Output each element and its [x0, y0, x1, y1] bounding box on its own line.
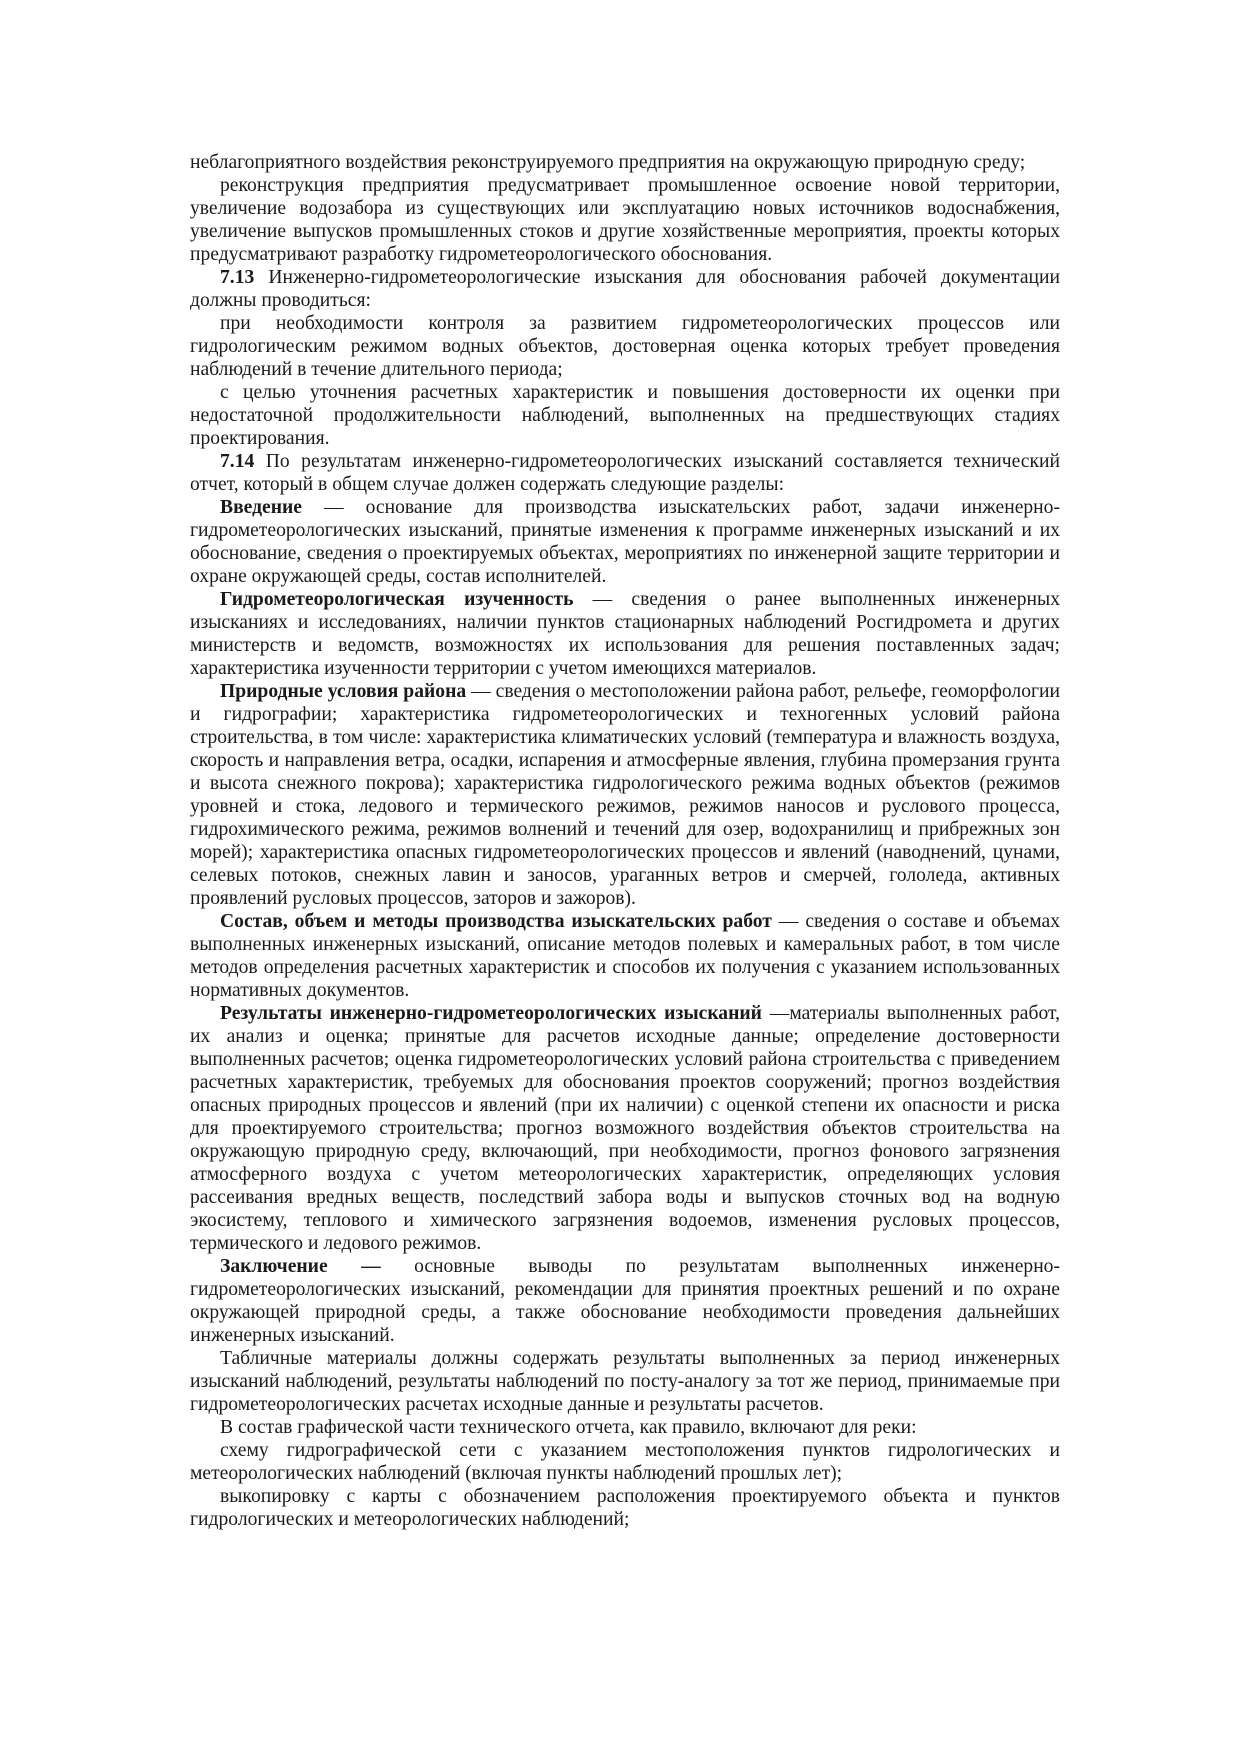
section-heading: Заключение —	[220, 1256, 381, 1277]
clause-7-13	[190, 266, 1060, 312]
paragraph	[190, 1485, 1060, 1531]
section-heading: Состав, объем и методы производства изыскательских работ	[220, 911, 772, 932]
section-conclusion	[190, 1255, 1060, 1347]
paragraph	[190, 312, 1060, 381]
paragraph-text: — основание для производства изыскательских работ, задачи инженерно-гидрометеорологических изысканий, принятые изменения к программе инженерных изысканий и их обоснование, сведения о проектируемых объектах, мероприятиях по инженерной защите территории и охране окружающей среды, состав исполнителей.	[190, 497, 1060, 587]
paragraph-text: — сведения о составе и объемах выполненных инженерных изысканий, описание методов полевых и камеральных работ, в том числе методов определения расчетных характеристик и способов их получения с указанием использованных нормативных документов.	[190, 911, 1060, 1001]
paragraph-text: с целью уточнения расчетных характеристик и повышения достоверности их оценки при недостаточной продолжительности наблюдений, выполненных на предшествующих стадиях проектирования.	[190, 382, 1060, 449]
section-heading: Введение	[220, 497, 302, 518]
section-study-level	[190, 588, 1060, 680]
paragraph-text: схему гидрографической сети с указанием местоположения пунктов гидрологических и метеорологических наблюдений (включая пункты наблюдений прошлых лет);	[190, 1440, 1060, 1484]
section-results	[190, 1002, 1060, 1255]
clause-number: 7.13	[220, 267, 255, 288]
paragraph-text: Табличные материалы должны содержать результаты выполненных за период инженерных изысканий наблюдений, результаты наблюдений по посту-аналогу за тот же период, принимаемые при гидрометеорологических расчетах исходные данные и результаты расчетов.	[190, 1348, 1060, 1415]
paragraph	[190, 1347, 1060, 1416]
section-methods	[190, 910, 1060, 1002]
paragraph	[190, 1416, 1060, 1439]
paragraph-text: —материалы выполненных работ, их анализ и оценка; принятые для расчетов исходные данные; определение достоверности выполненных расчетов; оценка гидрометеорологических условий района строительства с приведением расчетных характеристик, требуемых для обоснования проектов сооружений; прогноз воздействия опасных природных процессов и явлений (при их наличии) с оценкой степени их опасности и риска для проектируемого строительства; прогноз возможного воздействия объектов строительства на окружающую природную среду, включающий, при необходимости, прогноз фонового загрязнения атмосферного воздуха с учетом метеорологических характеристик, определяющих условия рассеивания вредных веществ, последствий забора воды и выпусков сточных вод на водную экосистему, теплового и химического загрязнения водоемов, изменения русловых процессов, термического и ледового режимов.	[190, 1003, 1060, 1254]
section-heading: Результаты инженерно-гидрометеорологических изысканий	[220, 1003, 762, 1024]
section-heading: Природные условия района	[220, 681, 467, 702]
paragraph-text: основные выводы по результатам выполненных инженерно-гидрометеорологических изысканий, рекомендации для принятия проектных решений и по охране окружающей природной среды, а также обоснование необходимости проведения дальнейших инженерных изысканий.	[190, 1256, 1061, 1346]
paragraph	[190, 381, 1060, 450]
paragraph-text: По результатам инженерно-гидрометеорологических изысканий составляется технический отчет, который в общем случае должен содержать следующие разделы:	[190, 451, 1060, 495]
paragraph-text: — сведения о местоположении района работ, рельефе, геоморфологии и гидрографии; характеристика гидрометеорологических и техногенных условий района строительства, в том числе: характеристика климатических условий (температура и влажность воздуха, скорость и направления ветра, осадки, испарения и атмосферные явления, глубина промерзания грунта и высота снежного покрова); характеристика гидрологического режима водных объектов (режимов уровней и стока, ледового и термического режимов, режимов наносов и руслового процесса, гидрохимического режима, режимов волнений и течений для озер, водохранилищ и прибрежных зон морей); характеристика опасных гидрометеорологических процессов и явлений (наводнений, цунами, селевых потоков, снежных лавин и заносов, ураганных ветров и смерчей, гололеда, активных проявлений русловых процессов, заторов и зажоров).	[190, 681, 1060, 909]
clause-number: 7.14	[220, 451, 255, 472]
paragraph-text: реконструкция предприятия предусматривает промышленное освоение новой территории, увеличение водозабора из существующих или эксплуатацию новых источников водоснабжения, увеличение выпусков промышленных стоков и другие хозяйственные мероприятия, проекты которых предусматривают разработку гидрометеорологического обоснования.	[190, 175, 1060, 265]
paragraph	[190, 151, 1060, 174]
paragraph-text: неблагоприятного воздействия реконструируемого предприятия на окружающую природную среду;	[190, 152, 1026, 173]
paragraph	[190, 1439, 1060, 1485]
clause-7-14	[190, 450, 1060, 496]
paragraph-text: при необходимости контроля за развитием гидрометеорологических процессов или гидрологическим режимом водных объектов, достоверная оценка которых требует проведения наблюдений в течение длительного периода;	[190, 313, 1060, 380]
paragraph	[190, 174, 1060, 266]
paragraph-text: В состав графической части технического отчета, как правило, включают для реки:	[220, 1417, 917, 1438]
section-natural-conditions	[190, 680, 1060, 910]
section-introduction	[190, 496, 1060, 588]
section-heading: Гидрометеорологическая изученность	[220, 589, 574, 610]
paragraph-text: выкопировку с карты с обозначением расположения проектируемого объекта и пунктов гидрологических и метеорологических наблюдений;	[190, 1486, 1060, 1530]
paragraph-text: — сведения о ранее выполненных инженерных изысканиях и исследованиях, наличии пунктов стационарных наблюдений Росгидромета и других министерств и ведомств, возможностях их использования для решения поставленных задач; характеристика изученности территории с учетом имеющихся материалов.	[190, 589, 1060, 679]
document-page	[190, 151, 1060, 1531]
paragraph-text: Инженерно-гидрометеорологические изыскания для обоснования рабочей документации должны проводиться:	[190, 267, 1060, 311]
